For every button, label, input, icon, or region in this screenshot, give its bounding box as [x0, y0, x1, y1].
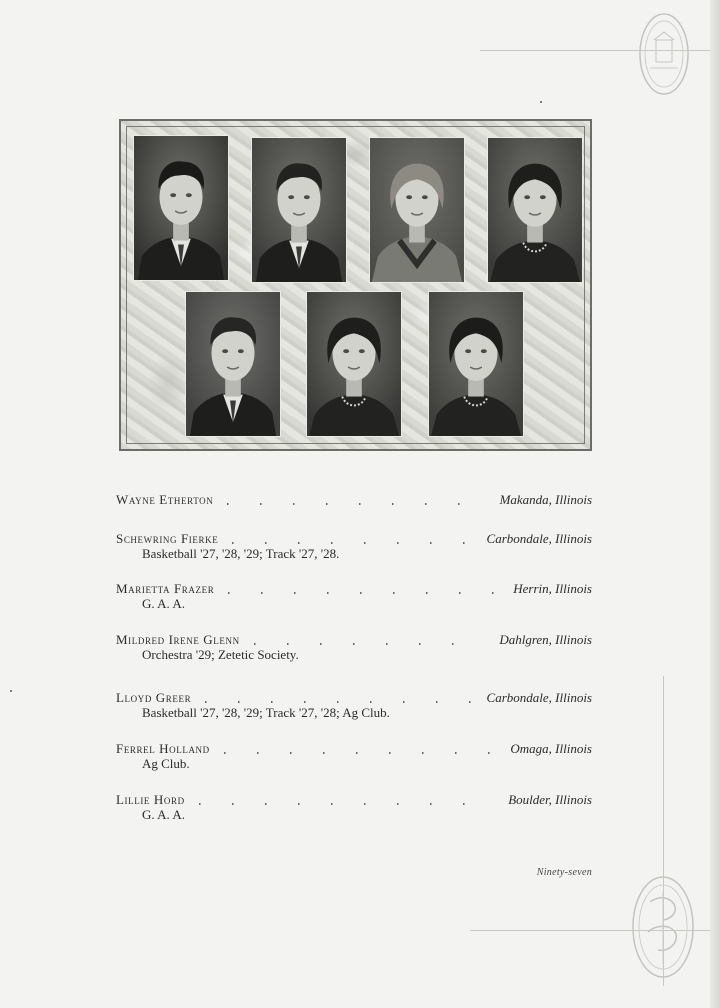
hometown: Dahlgren, Illinois	[499, 632, 592, 647]
student-activities: Basketball '27, '28, '29; Track '27, '28.	[142, 546, 340, 561]
entry-line	[116, 792, 592, 810]
student-name: Ferrel Holland	[116, 741, 210, 756]
student-activities: G. A. A.	[142, 807, 185, 822]
student-activities: G. A. A.	[142, 596, 185, 611]
portrait-photo	[306, 291, 402, 437]
page-edge	[710, 0, 720, 1008]
hometown: Herrin, Illinois	[513, 581, 592, 596]
student-entry	[116, 531, 592, 571]
hometown: Carbondale, Illinois	[486, 690, 592, 705]
student-name: Mildred Irene Glenn	[116, 632, 240, 647]
portrait-photo	[487, 137, 583, 283]
student-entry	[116, 492, 592, 532]
student-activities: Orchestra '29; Zetetic Society.	[142, 647, 299, 662]
student-name: Lillie Hord	[116, 792, 185, 807]
dot-leader	[227, 503, 485, 505]
portrait-panel	[119, 119, 592, 451]
student-entry	[116, 690, 592, 730]
hometown: Carbondale, Illinois	[486, 531, 592, 546]
decorative-rule	[480, 50, 710, 51]
dot-leader	[205, 701, 472, 703]
student-entry	[116, 581, 592, 621]
student-activities: Ag Club.	[142, 756, 190, 771]
student-activities: Basketball '27, '28, '29; Track '27, '28; Ag Club.	[142, 705, 390, 720]
entry-line	[116, 492, 592, 510]
scan-mark	[10, 690, 12, 692]
student-entry	[116, 741, 592, 781]
hometown: Makanda, Illinois	[499, 492, 592, 507]
student-entry	[116, 632, 592, 672]
portrait-photo	[133, 135, 229, 281]
dot-leader	[224, 752, 497, 754]
portrait-photo	[251, 137, 347, 283]
portrait-photo	[185, 291, 281, 437]
page-number: Ninety-seven	[536, 867, 592, 878]
student-name: Schewring Fierke	[116, 531, 219, 546]
dot-leader	[232, 542, 472, 544]
portrait-photo	[369, 137, 465, 283]
dot-leader	[228, 592, 499, 594]
hometown: Omaga, Illinois	[510, 741, 592, 756]
hometown: Boulder, Illinois	[508, 792, 592, 807]
entry-line	[116, 581, 592, 599]
seal-ornament-icon	[636, 10, 692, 98]
student-entry	[116, 792, 592, 832]
scan-mark	[540, 101, 542, 103]
student-name: Marietta Frazer	[116, 581, 215, 596]
dot-leader	[199, 803, 495, 805]
portrait-photo	[428, 291, 524, 437]
year-monogram-ornament-icon	[628, 872, 698, 982]
student-name: Lloyd Greer	[116, 690, 192, 705]
dot-leader	[254, 643, 486, 645]
student-name: Wayne Etherton	[116, 492, 214, 507]
